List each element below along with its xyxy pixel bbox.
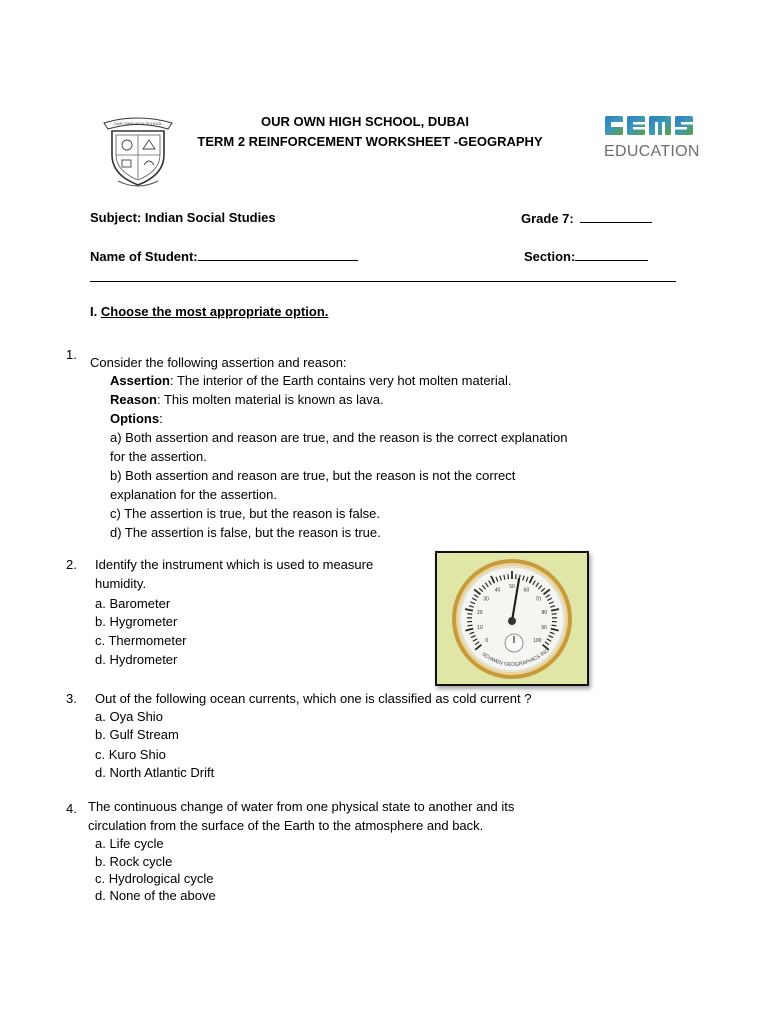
dial-hub bbox=[508, 617, 516, 625]
gems-letters-icon bbox=[603, 112, 695, 138]
maker-text: SCHWEN GEOGRAPHICS INC bbox=[480, 647, 551, 669]
question-2-option-d[interactable]: d. Hydrometer bbox=[95, 652, 178, 667]
dial-number: 70 bbox=[535, 596, 541, 603]
grade-label: Grade 7: bbox=[521, 211, 574, 226]
question-3-option-d[interactable]: d. North Atlantic Drift bbox=[95, 765, 215, 780]
question-2-option-c[interactable]: c. Thermometer bbox=[95, 633, 187, 648]
question-1-options-label bbox=[110, 410, 163, 428]
assertion-label: Assertion bbox=[110, 373, 170, 388]
question-3-number: 3. bbox=[66, 691, 77, 706]
dial-number: 20 bbox=[476, 610, 483, 617]
question-1-option-c[interactable]: c) The assertion is true, but the reason is false. bbox=[110, 506, 381, 521]
section-heading-text: Choose the most appropriate option. bbox=[100, 304, 329, 319]
section-roman: I. bbox=[90, 304, 98, 319]
gems-logo-word bbox=[603, 112, 699, 140]
question-1-option-d[interactable]: d) The assertion is false, but the reason is true. bbox=[110, 525, 381, 540]
gems-education-logo bbox=[603, 114, 703, 166]
dial-tick bbox=[552, 625, 557, 626]
section-blank[interactable] bbox=[575, 247, 648, 261]
worksheet-title: TERM 2 REINFORCEMENT WORKSHEET -GEOGRAPHY bbox=[197, 134, 543, 149]
question-3-option-b[interactable]: b. Gulf Stream bbox=[95, 727, 179, 742]
dial-number: 60 bbox=[523, 587, 530, 594]
dial-tick bbox=[468, 625, 473, 626]
question-3-option-a[interactable]: a. Oya Shio bbox=[95, 709, 163, 724]
question-4-stem-line-1: The continuous change of water from one physical state to another and its bbox=[88, 799, 515, 814]
grade-blank[interactable] bbox=[580, 209, 652, 223]
question-2-option-a[interactable]: a. Barometer bbox=[95, 596, 171, 611]
question-1-number: 1. bbox=[66, 347, 77, 362]
crest-icon bbox=[100, 113, 176, 189]
dial-number: 30 bbox=[483, 596, 489, 603]
question-1-option-a[interactable]: a) Both assertion and reason are true, and the reason is the correct explanation bbox=[110, 430, 568, 445]
crest-motto-text: OUR OWN HIGH SCHOOL bbox=[113, 121, 163, 126]
question-1-assertion bbox=[110, 372, 512, 390]
dial-number: 40 bbox=[494, 587, 501, 594]
options-colon: : bbox=[159, 411, 163, 426]
section-row bbox=[524, 247, 648, 266]
question-2-option-b[interactable]: b. Hygrometer bbox=[95, 614, 178, 629]
reason-label: Reason bbox=[110, 392, 157, 407]
subject-label: Subject: Indian Social Studies bbox=[90, 210, 276, 225]
question-3-stem: Out of the following ocean currents, which one is classified as cold current ? bbox=[95, 691, 532, 706]
grade-row bbox=[521, 209, 652, 228]
section-heading bbox=[90, 303, 328, 321]
student-name-label: Name of Student: bbox=[90, 249, 198, 264]
hygrometer-photo bbox=[435, 551, 589, 686]
student-name-row bbox=[90, 247, 358, 266]
header-divider bbox=[90, 281, 676, 282]
question-4-option-b[interactable]: b. Rock cycle bbox=[95, 854, 173, 869]
dial-tick bbox=[467, 614, 472, 615]
hygrometer-dial-icon bbox=[437, 553, 587, 684]
section-label: Section: bbox=[524, 249, 576, 264]
question-4-option-c[interactable]: c. Hydrological cycle bbox=[95, 871, 214, 886]
question-4-number: 4. bbox=[66, 801, 77, 816]
question-1-option-a-cont: for the assertion. bbox=[110, 449, 207, 464]
question-1-reason bbox=[110, 391, 384, 409]
dial-number: 80 bbox=[541, 610, 548, 617]
question-4-option-d[interactable]: d. None of the above bbox=[95, 888, 216, 903]
dial-number: 50 bbox=[509, 584, 515, 590]
dial-number: 0 bbox=[485, 638, 489, 645]
question-4-stem-line-2: circulation from the surface of the Earth to the atmosphere and back. bbox=[88, 818, 484, 833]
question-2-stem-line-1: Identify the instrument which is used to measure bbox=[95, 557, 374, 572]
school-name: OUR OWN HIGH SCHOOL, DUBAI bbox=[261, 114, 469, 129]
question-1-option-b-cont: explanation for the assertion. bbox=[110, 487, 277, 502]
question-4-option-a[interactable]: a. Life cycle bbox=[95, 836, 164, 851]
dial-number: 100 bbox=[533, 638, 542, 645]
assertion-text: : The interior of the Earth contains very hot molten material. bbox=[169, 373, 512, 388]
options-label: Options bbox=[110, 411, 160, 426]
dial-number: 10 bbox=[477, 624, 483, 631]
dial-number: 90 bbox=[541, 624, 547, 631]
reason-text: : This molten material is known as lava. bbox=[156, 392, 384, 407]
question-1-stem: Consider the following assertion and reason: bbox=[90, 355, 347, 370]
question-2-number: 2. bbox=[66, 557, 77, 572]
question-3-option-c[interactable]: c. Kuro Shio bbox=[95, 747, 166, 762]
dial-tick bbox=[552, 614, 557, 615]
school-crest-logo bbox=[100, 113, 176, 189]
question-1-option-b[interactable]: b) Both assertion and reason are true, but the reason is not the correct bbox=[110, 468, 516, 483]
gems-sub-text: EDUCATION bbox=[604, 143, 700, 160]
student-name-blank[interactable] bbox=[198, 247, 358, 261]
question-2-stem-line-2: humidity. bbox=[95, 576, 147, 591]
